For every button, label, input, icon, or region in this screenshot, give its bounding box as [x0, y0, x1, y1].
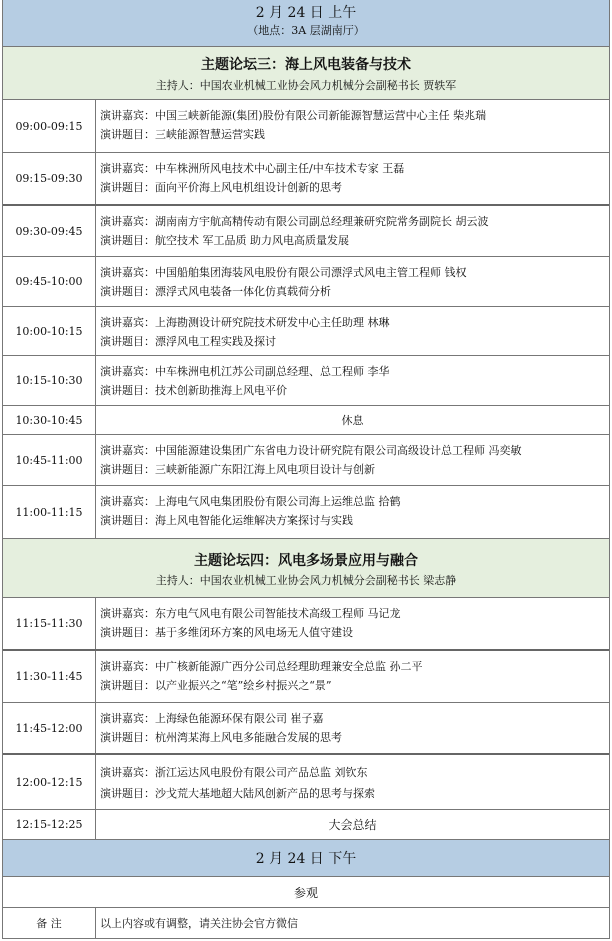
am-header: [3, 0, 609, 47]
session-body: [96, 755, 609, 809]
visit-label: 参观: [293, 885, 318, 900]
session-row: [3, 257, 609, 307]
session-topic: 演讲题目：以产业振兴之“笔”绘乡村振兴之“景”: [100, 679, 332, 692]
session-topic: 演讲题目：面向平价海上风电机组设计创新的思考: [100, 181, 342, 194]
session-row: [3, 486, 609, 539]
forum3-host: 主持人：中国农业机械工业协会风力机械分会副秘书长 贾轶军: [155, 79, 457, 92]
session-topic: 演讲题目：三峡新能源广东阳江海上风电项目设计与创新: [100, 463, 375, 476]
session-topic: 演讲题目：漂浮式风电装备一体化仿真载荷分析: [100, 285, 331, 298]
forum4-host: 主持人：中国农业机械工业协会风力机械分会副秘书长 梁志静: [155, 574, 457, 587]
session-topic: 演讲题目：漂浮风电工程实践及探讨: [100, 335, 276, 348]
session-body: [96, 703, 609, 753]
session-time: 09:45-10:00: [3, 257, 96, 306]
am-date: 2 月 24 日 上午: [255, 5, 357, 21]
session-row: [3, 598, 609, 651]
session-speaker: 演讲嘉宾：浙江运达风电股份有限公司产品总监 刘钦东: [100, 766, 368, 779]
session-row: [3, 100, 609, 153]
session-topic: 演讲题目：三峡能源智慧运营实践: [100, 128, 265, 141]
session-body: [96, 307, 609, 355]
session-time: 12:00-12:15: [3, 755, 96, 809]
forum4-title: 主题论坛四：风电多场景应用与融合: [194, 553, 418, 569]
session-topic: 演讲题目：沙戈荒大基地超大陆风创新产品的思考与探索: [100, 787, 375, 800]
session-speaker: 演讲嘉宾：中车株洲电机江苏公司副总经理、总工程师 李华: [100, 365, 390, 378]
session-speaker: 演讲嘉宾：中国船舶集团海装风电股份有限公司漂浮式风电主管工程师 钱权: [100, 266, 467, 279]
session-row: [3, 651, 609, 703]
session-time: 11:45-12:00: [3, 703, 96, 753]
session-time: 10:45-11:00: [3, 435, 96, 485]
session-speaker: 演讲嘉宾：上海电气风电集团股份有限公司海上运维总监 拾鹤: [100, 495, 401, 508]
session-time: 09:15-09:30: [3, 153, 96, 204]
am-location: （地点：3A 层湖南厅）: [247, 24, 365, 37]
session-topic: 演讲题目：海上风电智能化运维解决方案探讨与实践: [100, 514, 353, 527]
session-time: 09:30-09:45: [3, 206, 96, 256]
session-time: 09:00-09:15: [3, 100, 96, 152]
break-label: 休息: [341, 414, 364, 427]
session-time: 11:15-11:30: [3, 598, 96, 649]
session-row: [3, 356, 609, 406]
pm-header: [3, 840, 609, 877]
session-body: [96, 356, 609, 405]
session-body: [96, 153, 609, 204]
session-speaker: 演讲嘉宾：中国能源建设集团广东省电力设计研究院有限公司高级设计总工程师 冯奕敏: [100, 444, 522, 457]
session-time: 11:00-11:15: [3, 486, 96, 538]
note-label: 备 注: [3, 908, 96, 938]
session-speaker: 演讲嘉宾：上海绿色能源环保有限公司 崔子嘉: [100, 712, 324, 725]
session-topic: 演讲题目：航空技术 军工品质 助力风电高质量发展: [100, 234, 349, 247]
session-topic: 演讲题目：基于多维闭环方案的风电场无人值守建设: [100, 626, 353, 639]
session-time: 10:15-10:30: [3, 356, 96, 405]
session-body: [96, 651, 609, 702]
session-body: [96, 257, 609, 306]
forum3-header: [3, 47, 609, 100]
session-row: [3, 206, 609, 257]
break-time: 10:30-10:45: [3, 406, 96, 434]
pm-date: 2 月 24 日 下午: [255, 851, 357, 867]
session-speaker: 演讲嘉宾：中广核新能源广西分公司总经理助理兼安全总监 孙二平: [100, 660, 423, 673]
session-time: 10:00-10:15: [3, 307, 96, 355]
session-row: [3, 307, 609, 356]
note-text: 以上内容或有调整，请关注协会官方微信: [100, 917, 298, 930]
session-speaker: 演讲嘉宾：中国三峡新能源(集团)股份有限公司新能源智慧运营中心主任 柴兆瑞: [100, 109, 487, 122]
forum4-header: [3, 539, 609, 598]
schedule-table: [2, 0, 610, 939]
session-speaker: 演讲嘉宾：东方电气风电有限公司智能技术高级工程师 马记龙: [100, 607, 401, 620]
closing-label: 大会总结: [328, 818, 377, 832]
session-time: 11:30-11:45: [3, 651, 96, 702]
closing-row: [3, 810, 609, 840]
session-body: [96, 435, 609, 485]
session-topic: 演讲题目：杭州湾某海上风电多能融合发展的思考: [100, 731, 342, 744]
session-row: [3, 153, 609, 206]
closing-time: 12:15-12:25: [3, 810, 96, 839]
session-speaker: 演讲嘉宾：湖南南方宇航高精传动有限公司副总经理兼研究院常务副院长 胡云波: [100, 215, 489, 228]
session-body: [96, 486, 609, 538]
note-row: [3, 908, 609, 939]
session-body: [96, 206, 609, 256]
session-body: [96, 100, 609, 152]
session-row: [3, 703, 609, 755]
break-row: [3, 406, 609, 435]
session-row: [3, 435, 609, 486]
session-speaker: 演讲嘉宾：中车株洲所风电技术中心副主任/中车技术专家 王磊: [100, 162, 405, 175]
forum3-title: 主题论坛三：海上风电装备与技术: [201, 57, 411, 73]
session-row: [3, 755, 609, 810]
session-speaker: 演讲嘉宾：上海勘测设计研究院技术研发中心主任助理 林琳: [100, 316, 390, 329]
visit-row: [3, 877, 609, 908]
session-body: [96, 598, 609, 649]
session-topic: 演讲题目：技术创新助推海上风电平价: [100, 384, 287, 397]
